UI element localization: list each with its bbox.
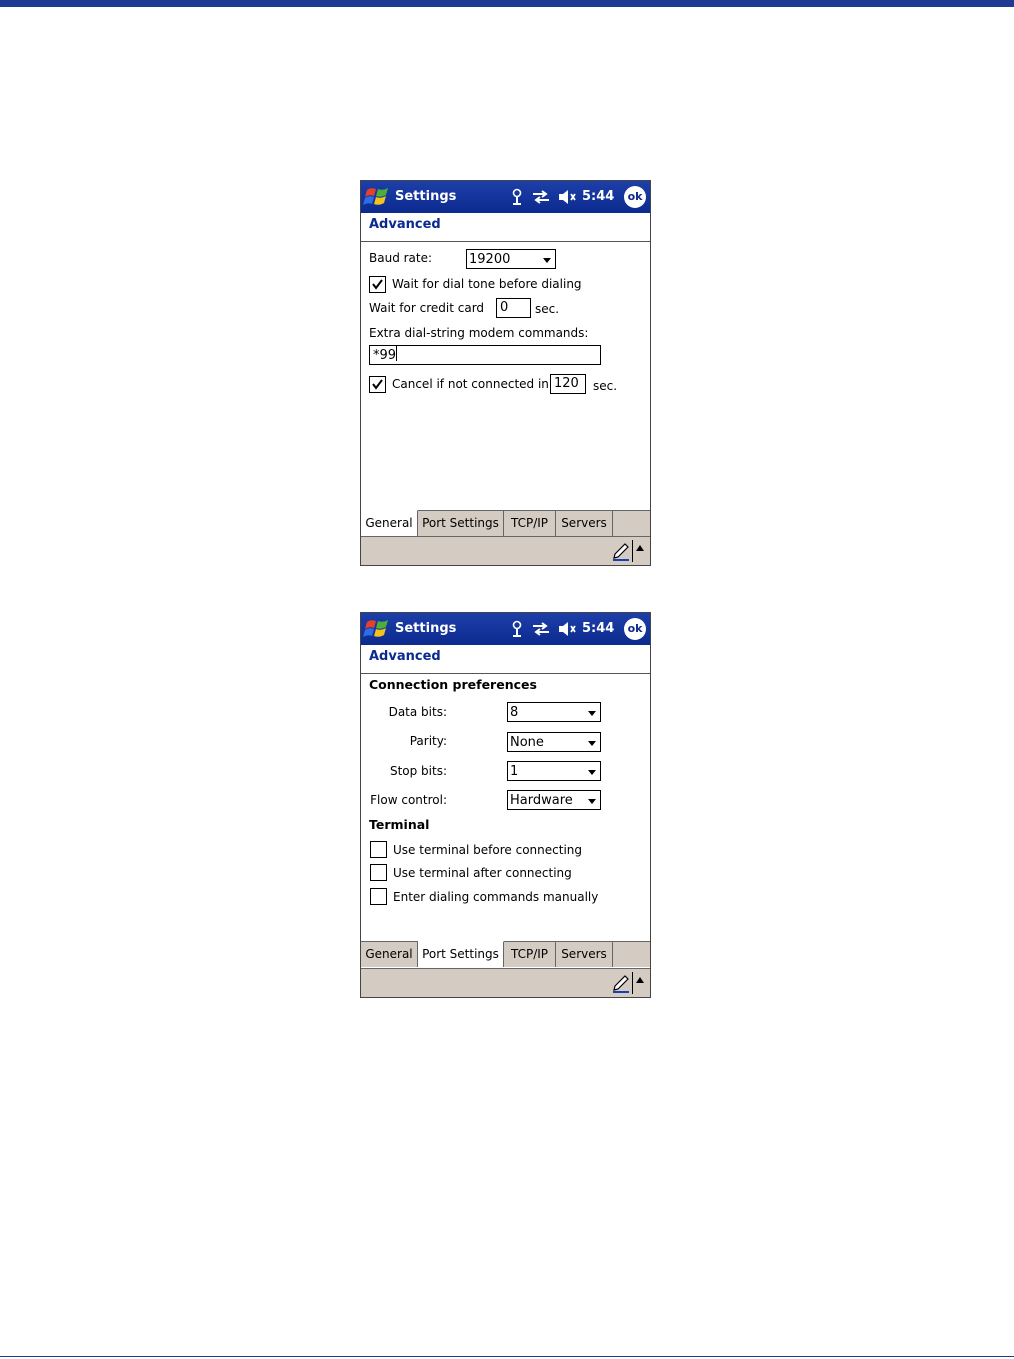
pen-icon[interactable] (611, 541, 631, 561)
sip-arrow-icon[interactable] (636, 545, 644, 551)
cancel-if-not-connected-checkbox[interactable] (369, 376, 386, 393)
baud-rate-label: Baud rate: (369, 251, 433, 265)
checkmark-icon (371, 278, 384, 291)
wait-dial-tone-checkbox[interactable] (369, 276, 386, 293)
title-bar (361, 181, 650, 213)
tab-general[interactable]: General (361, 510, 418, 536)
tab-port-settings[interactable]: Port Settings (418, 511, 504, 536)
terminal-before-label: Use terminal before connecting (393, 843, 582, 857)
cancel-label: Cancel if not connected in (392, 377, 549, 391)
text-caret (396, 346, 397, 361)
flow-control-select[interactable] (507, 790, 601, 810)
chevron-down-icon (543, 258, 551, 263)
wait-dial-tone-label: Wait for dial tone before dialing (392, 277, 582, 291)
chevron-down-icon (588, 741, 596, 746)
sync-icon[interactable] (531, 188, 551, 206)
antenna-icon[interactable] (510, 188, 524, 206)
top-rule (0, 0, 1014, 7)
baud-rate-select[interactable] (466, 249, 556, 269)
windows-start-icon[interactable] (363, 184, 391, 210)
credit-card-sec-label: sec. (535, 302, 560, 316)
tab-port-settings[interactable]: Port Settings (418, 941, 504, 967)
chevron-down-icon (588, 711, 596, 716)
sync-icon[interactable] (531, 620, 551, 638)
manual-dialing-label: Enter dialing commands manually (393, 890, 599, 904)
stop-bits-label: Stop bits: (389, 764, 447, 778)
credit-card-label: Wait for credit card (369, 301, 485, 315)
command-bar (361, 536, 650, 565)
terminal-after-checkbox[interactable] (370, 864, 387, 881)
tab-bar (361, 510, 650, 536)
sip-arrow-icon[interactable] (636, 977, 644, 983)
parity-select[interactable] (507, 732, 601, 752)
tab-tcp-ip[interactable]: TCP/IP (504, 511, 556, 536)
tab-bar (361, 941, 650, 967)
data-bits-select[interactable] (507, 702, 601, 722)
stop-bits-value: 1 (510, 764, 519, 779)
title-bar (361, 613, 650, 645)
ok-icon[interactable]: ok (624, 618, 646, 640)
parity-value: None (510, 735, 544, 750)
clock[interactable]: 5:44 (582, 189, 615, 204)
command-bar (361, 968, 650, 997)
speaker-mute-icon[interactable] (557, 188, 577, 206)
chevron-down-icon (588, 770, 596, 775)
page-header (361, 213, 650, 242)
terminal-after-label: Use terminal after connecting (393, 866, 572, 880)
cancel-sec-label: sec. (593, 379, 618, 393)
app-title: Settings (395, 189, 457, 204)
extra-commands-value: *99 (373, 348, 397, 363)
data-bits-label: Data bits: (388, 705, 447, 719)
clock[interactable]: 5:44 (582, 621, 615, 636)
data-bits-value: 8 (510, 705, 519, 720)
page-title: Advanced (369, 217, 441, 232)
page-title: Advanced (369, 649, 441, 664)
tab-servers[interactable]: Servers (556, 942, 613, 967)
section-connection-preferences: Connection preferences (369, 677, 537, 692)
page-header (361, 645, 650, 674)
terminal-before-checkbox[interactable] (370, 841, 387, 858)
flow-control-value: Hardware (510, 793, 573, 808)
pen-icon[interactable] (611, 973, 631, 993)
tab-servers[interactable]: Servers (556, 511, 613, 536)
flow-control-label: Flow control: (370, 793, 447, 807)
cancel-timeout-input[interactable]: 120 (550, 374, 586, 394)
checkmark-icon (371, 378, 384, 391)
antenna-icon[interactable] (510, 620, 524, 638)
stop-bits-select[interactable] (507, 761, 601, 781)
section-terminal: Terminal (369, 817, 430, 832)
sip-separator (632, 540, 633, 562)
chevron-down-icon (588, 799, 596, 804)
bottom-rule (0, 1356, 1014, 1357)
ok-icon[interactable]: ok (624, 186, 646, 208)
app-title: Settings (395, 621, 457, 636)
extra-commands-label: Extra dial-string modem commands: (369, 326, 589, 340)
windows-start-icon[interactable] (363, 616, 391, 642)
manual-dialing-checkbox[interactable] (370, 888, 387, 905)
baud-rate-value: 19200 (469, 252, 511, 267)
device-screen-general (360, 180, 651, 566)
tab-general[interactable]: General (361, 942, 418, 967)
extra-commands-input[interactable] (369, 345, 601, 365)
sip-separator (632, 972, 633, 994)
credit-card-input[interactable]: 0 (496, 298, 531, 318)
parity-label: Parity: (409, 734, 447, 748)
speaker-mute-icon[interactable] (557, 620, 577, 638)
device-screen-port-settings (360, 612, 651, 998)
tab-tcp-ip[interactable]: TCP/IP (504, 942, 556, 967)
